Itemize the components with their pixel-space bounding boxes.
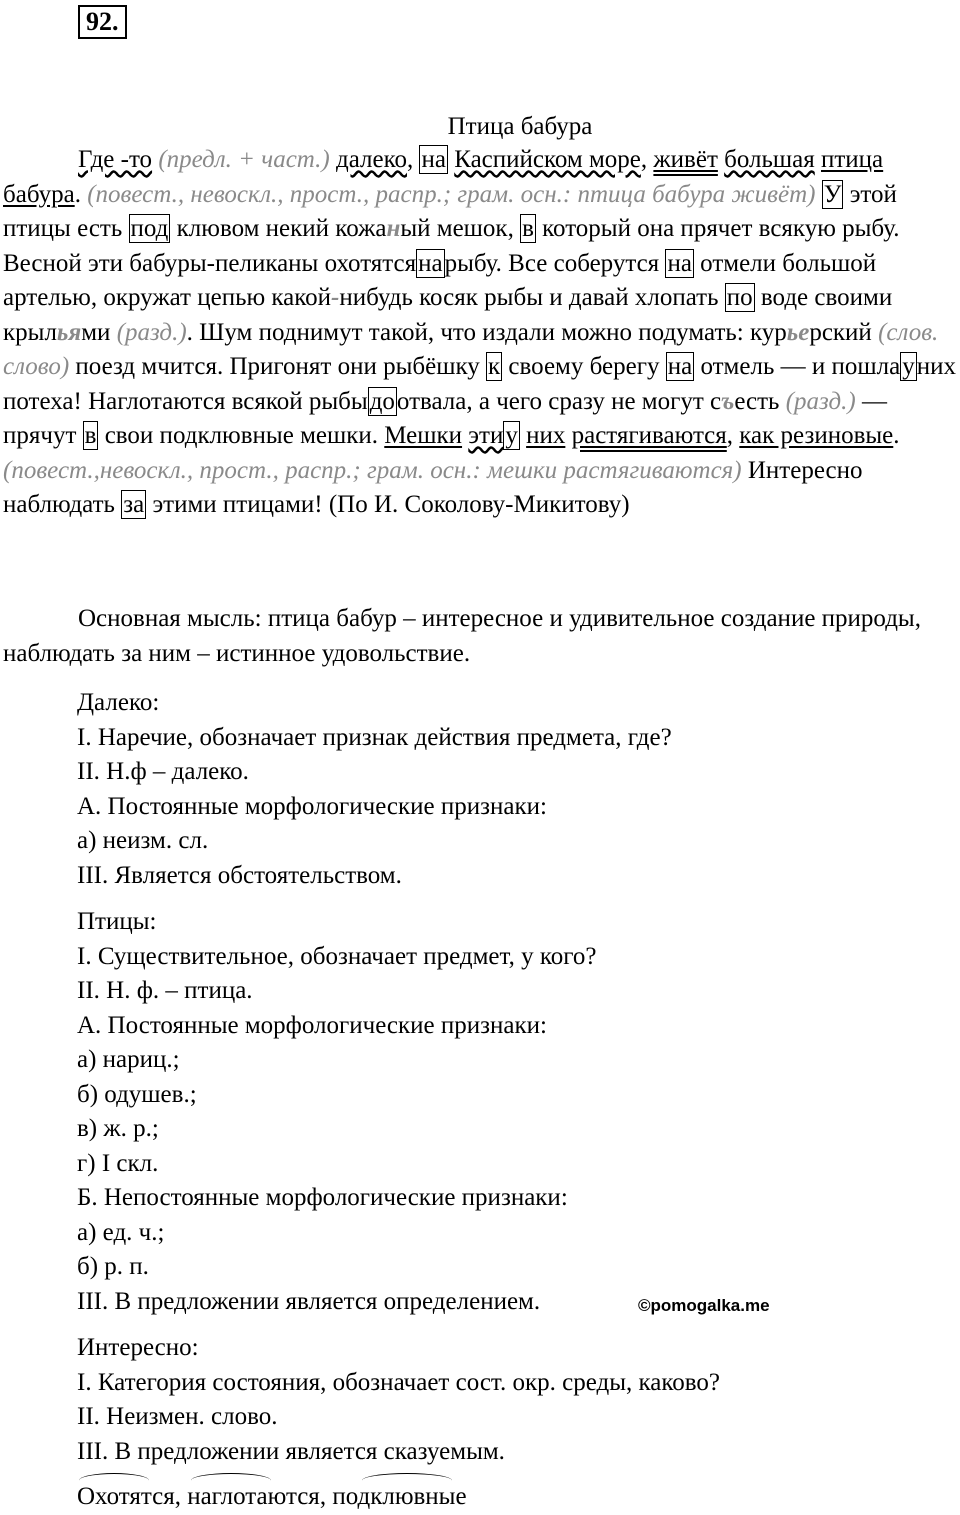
analysis-line: а) нариц.;: [77, 1046, 180, 1073]
text-run: есть: [734, 387, 780, 415]
preposition-box: у: [902, 353, 915, 380]
morpheme-word-text: наглотаются: [187, 1483, 320, 1510]
text-run: своему берегу: [508, 353, 660, 380]
exercise-number: 92.: [78, 5, 127, 39]
main-text: Где -то (предл. + част.) далеко, на Каспийском море, живёт большая птица бабура. (повест., невоскл., прост., распр.; грам. осн.: птица бабура живёт) У этой птицы есть под клювом некий кожаный мешок, в который она прячет всякую рыбу. Весной эти бабуры-пеликаны охотятсянарыбу. Все соберутся на отмели большой артелью, окружат цепью какой-нибудь косяк рыбы и давай хлопать по воде своими крыльями (разд.). Шум поднимут такой, что издали можно подумать: курьерский (слов. слово) поезд мчится. Пригонят они рыбёшку к своему берегу на отмель — и пошлауних потеха! Наглотаются всякой рыбыдоотвала, а чего сразу не могут съесть (разд.) — прячут в свои подклювные мешки. Мешки этиу них растягиваются, как резиновые. (повест.,невоскл., прост., распр.; грам. осн.: мешки растягиваются) Интересно наблюдать за этими птицами! (По И. Соколову-Микитову): [3, 146, 956, 518]
text-run: поезд мчится. Пригонят они рыбёшку: [75, 353, 480, 380]
preposition-box: в: [84, 422, 97, 449]
note: (слов. слово): [3, 318, 939, 380]
analysis-line: Интересно:: [77, 1334, 199, 1361]
text-run: клювом некий кожа: [176, 215, 387, 242]
preposition-box: у: [505, 422, 518, 449]
preposition-box: на: [667, 249, 692, 277]
separator: ,: [174, 1483, 188, 1510]
morpheme-word-text: Охотятся: [77, 1483, 175, 1510]
text-run: — прячут: [3, 387, 887, 449]
morpheme-analysis: [77, 1480, 467, 1515]
analysis-line: I. Категория состояния, обозначает сост. окр. среды, каково?: [77, 1368, 720, 1396]
morpheme-word: [77, 1483, 175, 1510]
text-run: отмели большой артелью, окружат цепью какой: [3, 249, 877, 311]
word: далеко: [336, 146, 407, 173]
word: них: [526, 422, 566, 449]
text-run: ми: [81, 318, 111, 346]
analysis-line: А. Постоянные морфологические признаки:: [77, 792, 547, 820]
preposition-box: под: [130, 215, 169, 242]
highlight-letter: ье: [786, 318, 810, 346]
analysis-line: I. Наречие, обозначает признак действия предмета, где?: [77, 723, 672, 751]
separator: ,: [319, 1483, 333, 1510]
analysis-line: в) ж. р.;: [77, 1115, 159, 1142]
word: эти: [468, 422, 504, 449]
text-run: этими птицами! (По И. Соколову-Микитову): [152, 491, 630, 518]
text-run: . Шум поднимут такой, что издали можно подумать: кур: [186, 318, 787, 346]
word: Каспийском море: [454, 146, 641, 173]
preposition-box: за: [123, 491, 145, 518]
preposition-box: до: [369, 387, 395, 415]
analysis-line: III. В предложении является определением.: [77, 1287, 541, 1315]
root-arc-icon: [79, 1473, 149, 1488]
morpheme-word-text: подклювные: [332, 1483, 467, 1510]
predicate: растягиваются: [571, 422, 727, 449]
analysis-line: III. Является обстоятельством.: [77, 861, 402, 889]
analysis-line: а) неизм. сл.: [77, 827, 209, 854]
preposition-box: к: [488, 353, 501, 380]
subject: птица: [821, 146, 884, 173]
analysis-line: Далеко:: [77, 689, 160, 716]
analysis-blocks: [77, 686, 720, 1481]
predicate: живёт: [653, 146, 718, 173]
root-arc-icon: [191, 1473, 271, 1488]
text-title: Птица бабура: [447, 113, 593, 140]
note: (предл. + част.): [158, 146, 330, 173]
subject: Мешки: [384, 422, 463, 449]
analysis-line: I. Существительное, обозначает предмет, у кого?: [77, 942, 597, 970]
analysis-line: III. В предложении является сказуемым.: [77, 1437, 505, 1465]
analysis-block-daleko: [77, 686, 720, 893]
morpheme-word: [187, 1483, 320, 1510]
watermark: ©pomogalka.me: [638, 1296, 770, 1315]
analysis-line: Птицы:: [77, 908, 157, 935]
word: Где -то: [78, 146, 153, 173]
root-arc-icon: [362, 1473, 452, 1488]
highlight-letter: -: [331, 284, 340, 311]
main-idea: Основная мысль: птица бабур – интересное и удивительное создание природы, наблюдать за ним – истинное удовольствие.: [3, 605, 921, 667]
morpheme-word: [332, 1483, 466, 1510]
preposition-box: в: [522, 215, 534, 242]
text-run: воде своими крыл: [3, 284, 893, 346]
analysis-line: II. Н.ф – далеко.: [77, 758, 249, 785]
preposition-box: на: [421, 146, 446, 173]
analysis-line: а) ед. ч.;: [77, 1218, 165, 1246]
analysis-line: II. Н. ф. – птица.: [77, 977, 253, 1004]
text-run: них потеха! Наглотаются всякой рыбы: [3, 353, 956, 415]
analysis-line: г) I скл.: [77, 1149, 159, 1177]
preposition-box: У: [823, 180, 842, 208]
preposition-box: на: [418, 249, 443, 277]
analysis-line: II. Неизмен. слово.: [77, 1403, 278, 1430]
highlight-letter: ъ: [721, 387, 735, 415]
text-run: ый мешок,: [400, 215, 514, 242]
analysis-line: б) одушев.;: [77, 1080, 197, 1108]
text-run: свои подклювные мешки.: [104, 422, 379, 449]
note: (разд.): [785, 387, 856, 415]
text-run: Интересно наблюдать: [3, 456, 863, 518]
analysis-line: Б. Непостоянные морфологические признаки:: [77, 1184, 568, 1211]
text-run: рыбу. Все соберутся: [444, 249, 660, 277]
analysis-block-interesno: [77, 1331, 720, 1469]
subject: бабура: [3, 180, 75, 208]
text-run: отмель — и пошла: [700, 353, 901, 380]
word: большая: [724, 146, 815, 173]
text-run: рский: [809, 318, 872, 346]
highlight-letter: н: [386, 215, 401, 242]
preposition-box: по: [726, 284, 753, 311]
text-run: отвала, а чего сразу не могут с: [396, 387, 722, 415]
analysis-line: б) р. п.: [77, 1253, 149, 1280]
highlight-letter: ья: [56, 318, 82, 346]
analysis-block-ptitsy: [77, 905, 720, 1319]
note: (разд.): [116, 318, 187, 346]
text-run: этой птицы есть: [3, 180, 897, 242]
text-run: нибудь косяк рыбы и давай хлопать: [339, 284, 719, 311]
preposition-box: на: [667, 353, 693, 380]
text-run: который она прячет всякую рыбу. Весной эти бабуры-пеликаны охотятся: [3, 215, 900, 277]
word: как резиновые: [739, 422, 894, 449]
analysis-line: А. Постоянные морфологические признаки:: [77, 1011, 547, 1039]
note: (повест.,невоскл., прост., распр.; грам. осн.: мешки растягиваются): [3, 456, 742, 484]
note: (повест., невоскл., прост., распр.; грам. осн.: птица бабура живёт): [87, 180, 816, 208]
